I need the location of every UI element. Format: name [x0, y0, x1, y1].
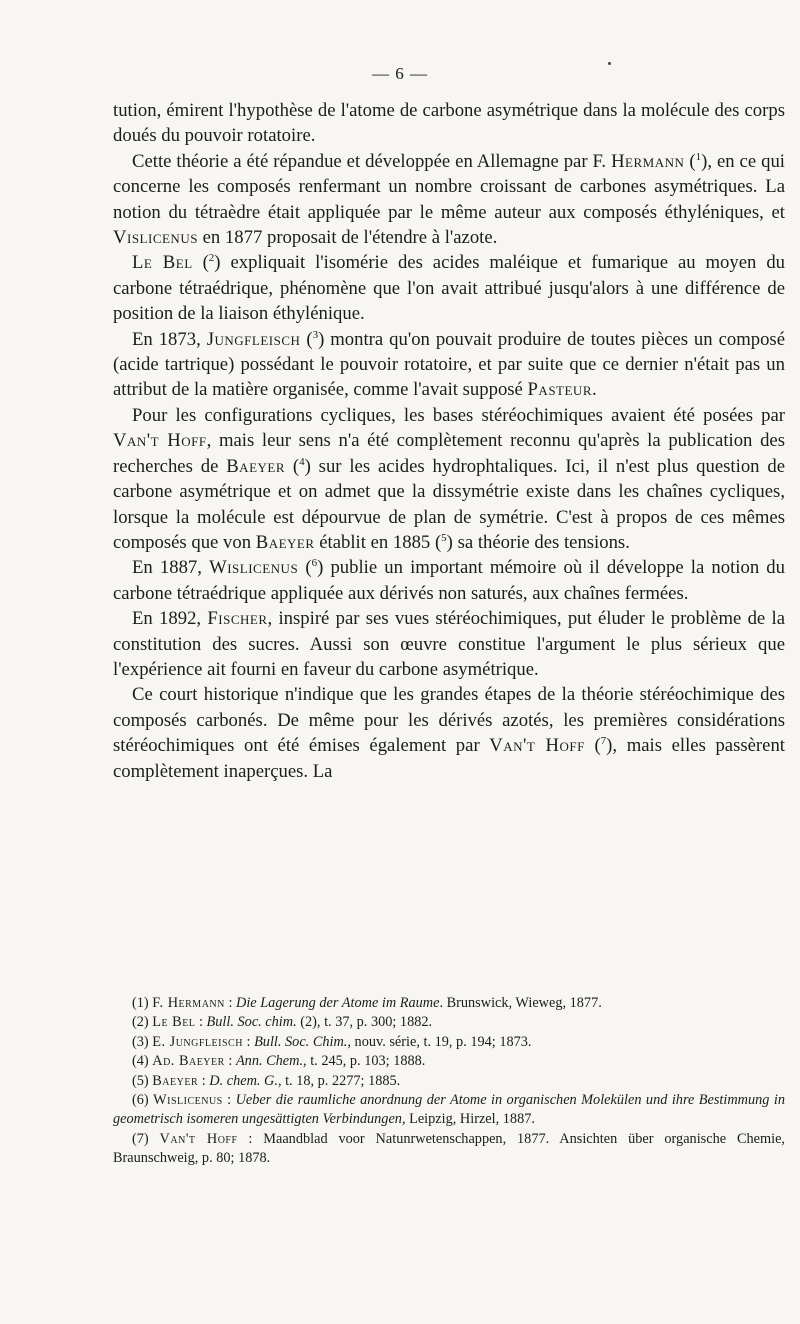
paragraph: Ce court historique n'indique que les grandes étapes de la théorie stéréochimique des composés carbonés. De même pour les dérivés azotés, les premières considérations stéréochimiques ont été émises également par Van't Hoff ($^7$), mais elles passèrent complètement inaperçues. La — [113, 684, 785, 782]
paragraph: En 1873, Jungfleisch ($^3$) montra qu'on pouvait produire de toutes pièces un composé (acide tartrique) possédant le pouvoir rotatoire, et par suite que ce dernier n'était pas un attribut de la matière organisée, comme l'avait supposé Pasteur. — [113, 328, 785, 401]
footnote-ref: 2 — [208, 252, 215, 265]
author-name: Pasteur — [527, 379, 592, 401]
author-name: Le Bel — [132, 252, 193, 274]
footnote: (3) E. Jungfleisch : Bull. Soc. Chim., nouv. série, t. 19, p. 194; 1873. — [132, 1033, 532, 1050]
author-name: Wislicenus — [209, 557, 299, 579]
footnote-ref: 4 — [299, 455, 305, 468]
author-name: Hermann — [611, 150, 685, 172]
author-name: Van't Hoff — [489, 735, 585, 757]
footnotes — [113, 994, 785, 1169]
paragraph: Cette théorie a été répandue et développée en Allemagne par F. Hermann ($^1$), en ce qui concerne les composés renfermant un nombre croissant de carbones asymétriques. La notion du tétraèdre était appliquée par le même auteur aux composés éthyléniques, et Vislicenus en 1877 proposait de l'étendre à l'azote. — [113, 150, 785, 249]
footnote-ref: 7 — [600, 734, 607, 747]
footnote: (6) Wislicenus : Ueber die raumliche anordnung der Atome in organischen Molekülen und ihre Bestimmung in geometrisch isomeren ungesättigten Verbindungen, Leipzig, Hirzel, 1887. — [113, 1092, 786, 1128]
paragraph: Pour les configurations cycliques, les bases stéréochimiques avaient été posées par Van't Hoff, mais leur sens n'a été complètement reconnu qu'après la publication des recherches de Baeyer ($^4$) sur les acides hydrophtaliques. Ici, il n'est plus question de carbone asymétrique et on admet que la dissymétrie existe dans les chaînes cycliques, lorsque la molécule est dépourvue de plan de symétrie. C'est à propos de ces mêmes composés que von Baeyer établit en 1885 ($^5$) sa théorie des tensions. — [113, 404, 785, 553]
footnote: (1) F. Hermann : Die Lagerung der Atome im Raume. Brunswick, Wieweg, 1877. — [132, 995, 602, 1011]
author-name: Vislicenus — [113, 227, 198, 249]
footnote: (2) Le Bel : Bull. Soc. chim. (2), t. 37, p. 300; 1882. — [132, 1014, 433, 1031]
main-text — [113, 98, 785, 784]
paragraph: En 1887, Wislicenus ($^6$) publie un important mémoire où il développe la notion du carbone tétraédrique appliquée aux dérivés non saturés, aux chaînes fermées. — [113, 557, 785, 604]
footnote: (5) Baeyer : D. chem. G., t. 18, p. 2277; 1885. — [132, 1072, 401, 1089]
paragraph: En 1892, Fischer, inspiré par ses vues stéréochimiques, put éluder le problème de la constitution des sucres. Aussi son œuvre constitue l'argument le plus sérieux que l'expérience ait fourni en faveur du carbone asymétrique. — [113, 608, 785, 680]
author-name: Baeyer — [255, 531, 315, 553]
footnote-ref: 1 — [695, 150, 702, 163]
author-name: Baeyer — [226, 455, 286, 477]
page-speck — [608, 62, 611, 65]
footnote: (4) Ad. Baeyer : Ann. Chem., t. 245, p. 103; 1888. — [132, 1053, 426, 1070]
footnote-ref: 6 — [311, 557, 318, 570]
author-name: Jungfleisch — [206, 328, 301, 350]
author-name: Van't Hoff — [113, 430, 207, 452]
paragraph: Le Bel ($^2$) expliquait l'isomérie des acides maléique et fumarique au moyen du carbone tétraédrique, phénomène que l'on avait attribué jusqu'alors à une différence de position de la liaison éthylénique. — [113, 252, 786, 325]
footnote-ref: 5 — [441, 531, 447, 544]
footnote-ref: 3 — [312, 328, 319, 341]
page-number: — 6 — — [372, 64, 428, 83]
footnote: (7) Van't Hoff : Maandblad voor Natunrwetenschappen, 1877. Ansichten über organische Chemie, Braunschweig, p. 80; 1878. — [113, 1130, 785, 1167]
author-name: Fischer — [207, 608, 268, 630]
paragraph: tution, émirent l'hypothèse de l'atome de carbone asymétrique dans la molécule des corps doués du pouvoir rotatoire. — [113, 100, 785, 147]
